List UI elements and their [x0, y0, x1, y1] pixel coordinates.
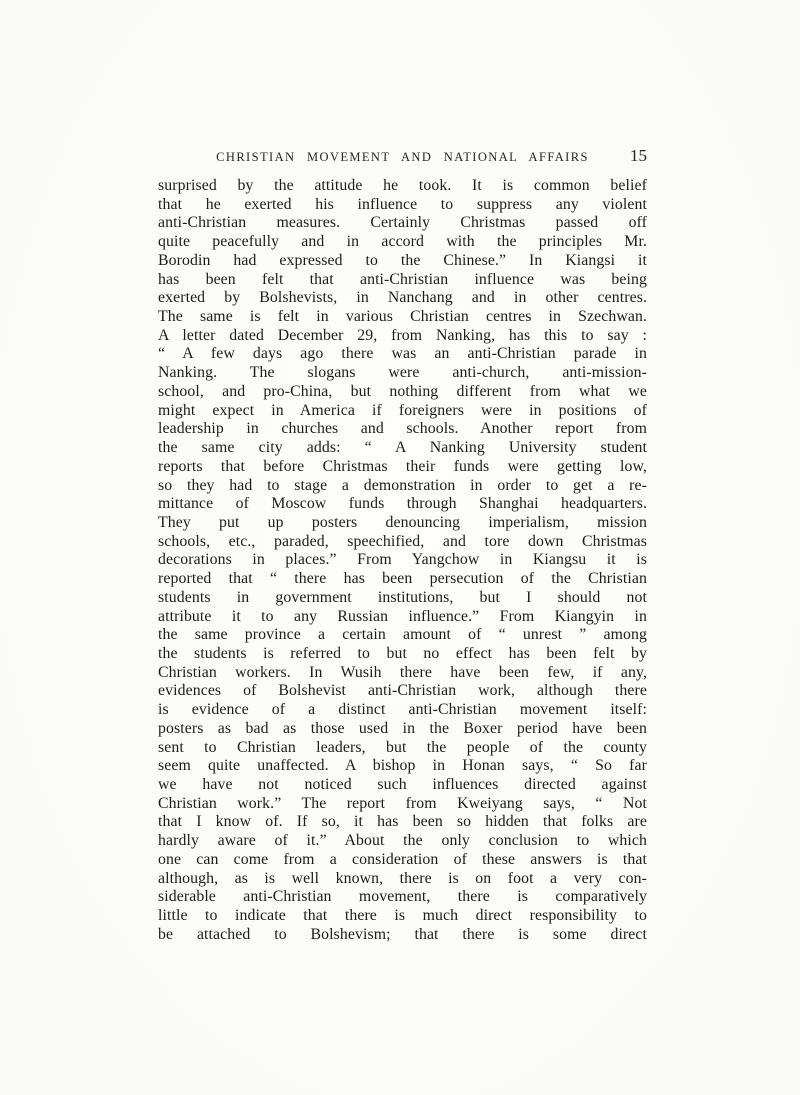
text-line: although, as is well known, there is on foot a very con- [158, 869, 647, 887]
header-title: CHRISTIAN MOVEMENT AND NATIONAL AFFAIRS [216, 150, 589, 164]
text-line: Christian workers. In Wusih there have been few, if any, [158, 663, 647, 681]
text-line: mittance of Moscow funds through Shanghai headquarters. [158, 495, 647, 513]
text-line: that I know of. If so, it has been so hidden that folks are [158, 813, 647, 831]
text-line: students in government institutions, but I should not [158, 588, 647, 606]
text-line: evidences of Bolshevist anti-Christian work, although there [158, 682, 647, 700]
text-line: we have not noticed such influences directed against [158, 776, 647, 793]
text-line: seem quite unaffected. A bishop in Honan says, “ So far [158, 757, 647, 775]
text-line: sent to Christian leaders, but the people of the county [158, 738, 647, 756]
text-line: so they had to stage a demonstration in order to get a re- [158, 476, 647, 494]
text-line: reports that before Christmas their funds were getting low, [158, 457, 647, 475]
text-line: leadership in churches and schools. Another report from [158, 420, 647, 438]
text-line: They put up posters denouncing imperialism, mission [158, 513, 647, 531]
text-line: be attached to Bolshevism; that there is some direct [158, 925, 647, 943]
body-text [158, 177, 647, 944]
text-line: A letter dated December 29, from Nanking, has this to say : [158, 326, 647, 344]
text-line: school, and pro-China, but nothing different from what we [158, 382, 647, 400]
text-line: posters as bad as those used in the Boxer period have been [158, 719, 647, 737]
text-line: that he exerted his influence to suppress any violent [158, 195, 647, 213]
text-line: little to indicate that there is much direct responsibility to [158, 907, 647, 925]
text-line: quite peacefully and in accord with the principles Mr. [158, 233, 647, 251]
text-line: anti-Christian measures. Certainly Christmas passed off [158, 214, 647, 232]
text-line: one can come from a consideration of these answers is that [158, 850, 647, 868]
text-line: surprised by the attitude he took. It is common belief [158, 177, 647, 194]
text-line: attribute it to any Russian influence.” From Kiangyin in [158, 607, 647, 625]
page-number: 15 [630, 146, 647, 165]
text-line: Nanking. The slogans were anti-church, anti-mission- [158, 364, 647, 382]
text-line: The same is felt in various Christian centres in Szechwan. [158, 308, 647, 326]
text-line: reported that “ there has been persecution of the Christian [158, 570, 647, 588]
text-line: Borodin had expressed to the Chinese.” In Kiangsi it [158, 251, 647, 269]
text-line: the students is referred to but no effect has been felt by [158, 644, 647, 662]
text-line: Christian work.” The report from Kweiyang says, “ Not [158, 794, 647, 812]
text-line: the same city adds: “ A Nanking University student [158, 439, 647, 457]
text-line: the same province a certain amount of “ unrest ” among [158, 626, 647, 644]
text-line: siderable anti-Christian movement, there is comparatively [158, 888, 647, 906]
text-line: has been felt that anti-Christian influence was being [158, 270, 647, 288]
text-line: hardly aware of it.” About the only conclusion to which [158, 832, 647, 850]
text-line: schools, etc., paraded, speechified, and tore down Christmas [158, 532, 647, 550]
text-line: “ A few days ago there was an anti-Christian parade in [158, 345, 647, 363]
text-line: might expect in America if foreigners were in positions of [158, 401, 647, 419]
text-line: is evidence of a distinct anti-Christian movement itself: [158, 701, 647, 719]
text-line: exerted by Bolshevists, in Nanchang and in other centres. [158, 289, 647, 307]
text-line: decorations in places.” From Yangchow in Kiangsu it is [158, 551, 647, 569]
running-header [158, 146, 647, 168]
